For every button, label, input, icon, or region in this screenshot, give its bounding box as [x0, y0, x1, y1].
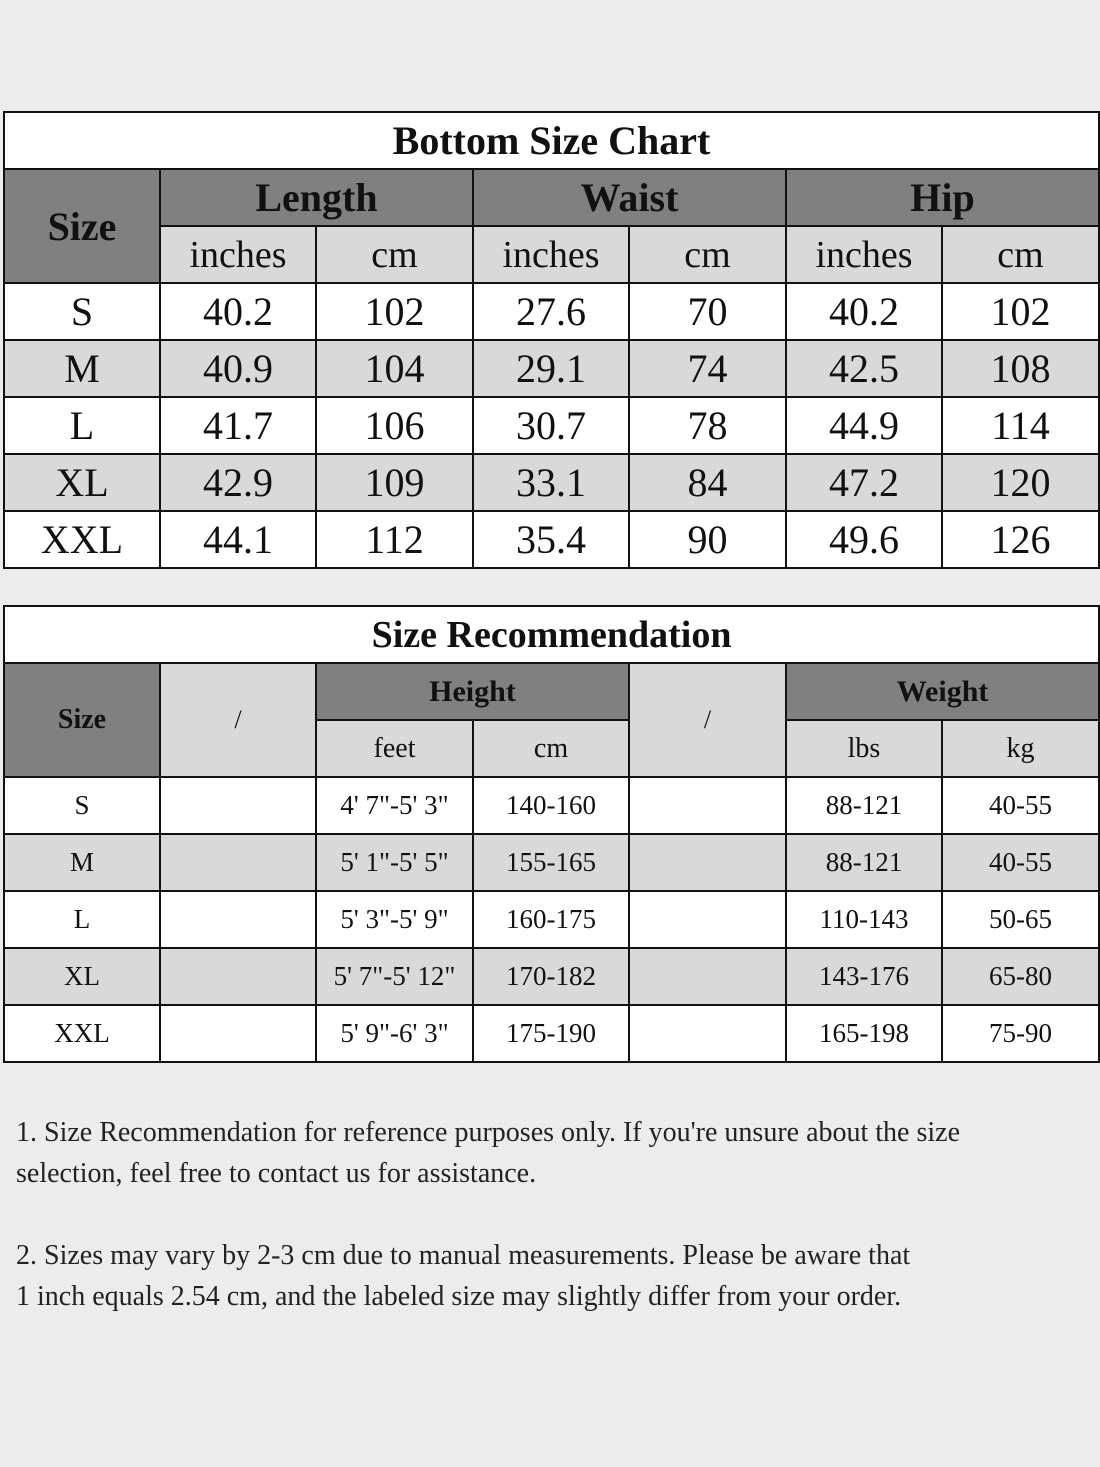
value-cell: 49.6 — [786, 511, 942, 568]
bottom-chart-title: Bottom Size Chart — [4, 112, 1099, 169]
weight-kg-cell: 40-55 — [942, 834, 1099, 891]
bottom-chart-waist-header: Waist — [473, 169, 786, 226]
value-cell: 106 — [316, 397, 473, 454]
recommendation-row — [4, 948, 1099, 1005]
value-cell: 70 — [629, 283, 786, 340]
value-cell: 104 — [316, 340, 473, 397]
value-cell: 44.9 — [786, 397, 942, 454]
height-cm-cell: 140-160 — [473, 777, 629, 834]
empty-cell — [160, 777, 316, 834]
recommendation-row — [4, 834, 1099, 891]
bottom-chart-row — [4, 340, 1099, 397]
bottom-chart-unit-header: inches — [473, 226, 629, 283]
value-cell: 109 — [316, 454, 473, 511]
size-cell: XL — [4, 454, 160, 511]
bottom-chart-unit-header: cm — [942, 226, 1099, 283]
size-cell: S — [4, 777, 160, 834]
height-feet-cell: 5' 7"-5' 12" — [316, 948, 473, 1005]
value-cell: 33.1 — [473, 454, 629, 511]
size-recommendation-table — [3, 605, 1100, 1063]
empty-cell — [629, 834, 786, 891]
bottom-chart-hip-header: Hip — [786, 169, 1099, 226]
weight-lbs-cell: 88-121 — [786, 834, 942, 891]
height-cm-cell: 155-165 — [473, 834, 629, 891]
recommendation-slash-header: / — [160, 663, 316, 777]
empty-cell — [629, 891, 786, 948]
recommendation-height-header: Height — [316, 663, 629, 720]
height-feet-cell: 4' 7"-5' 3" — [316, 777, 473, 834]
value-cell: 40.2 — [786, 283, 942, 340]
recommendation-size-header: Size — [4, 663, 160, 777]
weight-kg-cell: 65-80 — [942, 948, 1099, 1005]
size-cell: M — [4, 834, 160, 891]
recommendation-unit-header: cm — [473, 720, 629, 777]
value-cell: 74 — [629, 340, 786, 397]
size-cell: L — [4, 891, 160, 948]
value-cell: 112 — [316, 511, 473, 568]
value-cell: 47.2 — [786, 454, 942, 511]
bottom-chart-row — [4, 397, 1099, 454]
weight-lbs-cell: 165-198 — [786, 1005, 942, 1062]
value-cell: 126 — [942, 511, 1099, 568]
height-cm-cell: 175-190 — [473, 1005, 629, 1062]
size-cell: XL — [4, 948, 160, 1005]
recommendation-unit-header: lbs — [786, 720, 942, 777]
bottom-chart-row — [4, 511, 1099, 568]
note-item — [16, 1235, 1086, 1317]
value-cell: 102 — [942, 283, 1099, 340]
empty-cell — [629, 948, 786, 1005]
weight-kg-cell: 50-65 — [942, 891, 1099, 948]
height-feet-cell: 5' 3"-5' 9" — [316, 891, 473, 948]
height-cm-cell: 170-182 — [473, 948, 629, 1005]
recommendation-title: Size Recommendation — [4, 606, 1099, 663]
empty-cell — [629, 777, 786, 834]
bottom-chart-size-header: Size — [4, 169, 160, 283]
note-line: 1 inch equals 2.54 cm, and the labeled size may slightly differ from your order. — [16, 1281, 902, 1312]
value-cell: 44.1 — [160, 511, 316, 568]
bottom-chart-length-header: Length — [160, 169, 473, 226]
value-cell: 42.9 — [160, 454, 316, 511]
value-cell: 42.5 — [786, 340, 942, 397]
height-feet-cell: 5' 1"-5' 5" — [316, 834, 473, 891]
note-line: 1. Size Recommendation for reference purposes only. If you're unsure about the size — [16, 1117, 961, 1148]
recommendation-weight-header: Weight — [786, 663, 1099, 720]
bottom-chart-unit-header: cm — [316, 226, 473, 283]
recommendation-row — [4, 891, 1099, 948]
weight-lbs-cell: 110-143 — [786, 891, 942, 948]
bottom-size-chart-table — [3, 111, 1100, 569]
value-cell: 90 — [629, 511, 786, 568]
value-cell: 29.1 — [473, 340, 629, 397]
value-cell: 40.2 — [160, 283, 316, 340]
bottom-chart-row — [4, 454, 1099, 511]
recommendation-unit-header: feet — [316, 720, 473, 777]
note-line: selection, feel free to contact us for assistance. — [16, 1158, 537, 1189]
bottom-chart-unit-header: cm — [629, 226, 786, 283]
height-feet-cell: 5' 9"-6' 3" — [316, 1005, 473, 1062]
value-cell: 41.7 — [160, 397, 316, 454]
recommendation-unit-header: kg — [942, 720, 1099, 777]
value-cell: 78 — [629, 397, 786, 454]
size-cell: L — [4, 397, 160, 454]
weight-lbs-cell: 88-121 — [786, 777, 942, 834]
value-cell: 27.6 — [473, 283, 629, 340]
recommendation-slash-header: / — [629, 663, 786, 777]
size-cell: XXL — [4, 511, 160, 568]
weight-kg-cell: 40-55 — [942, 777, 1099, 834]
value-cell: 84 — [629, 454, 786, 511]
bottom-chart-unit-header: inches — [160, 226, 316, 283]
value-cell: 114 — [942, 397, 1099, 454]
bottom-chart-unit-header: inches — [786, 226, 942, 283]
size-cell: M — [4, 340, 160, 397]
empty-cell — [160, 834, 316, 891]
recommendation-row — [4, 777, 1099, 834]
value-cell: 35.4 — [473, 511, 629, 568]
recommendation-row — [4, 1005, 1099, 1062]
empty-cell — [160, 891, 316, 948]
weight-lbs-cell: 143-176 — [786, 948, 942, 1005]
notes-section — [16, 1112, 1086, 1358]
empty-cell — [160, 948, 316, 1005]
value-cell: 108 — [942, 340, 1099, 397]
value-cell: 30.7 — [473, 397, 629, 454]
size-cell: XXL — [4, 1005, 160, 1062]
bottom-chart-row — [4, 283, 1099, 340]
empty-cell — [629, 1005, 786, 1062]
note-line: 2. Sizes may vary by 2-3 cm due to manual measurements. Please be aware that — [16, 1240, 911, 1271]
height-cm-cell: 160-175 — [473, 891, 629, 948]
weight-kg-cell: 75-90 — [942, 1005, 1099, 1062]
note-item — [16, 1112, 1086, 1194]
size-cell: S — [4, 283, 160, 340]
value-cell: 40.9 — [160, 340, 316, 397]
empty-cell — [160, 1005, 316, 1062]
value-cell: 120 — [942, 454, 1099, 511]
value-cell: 102 — [316, 283, 473, 340]
